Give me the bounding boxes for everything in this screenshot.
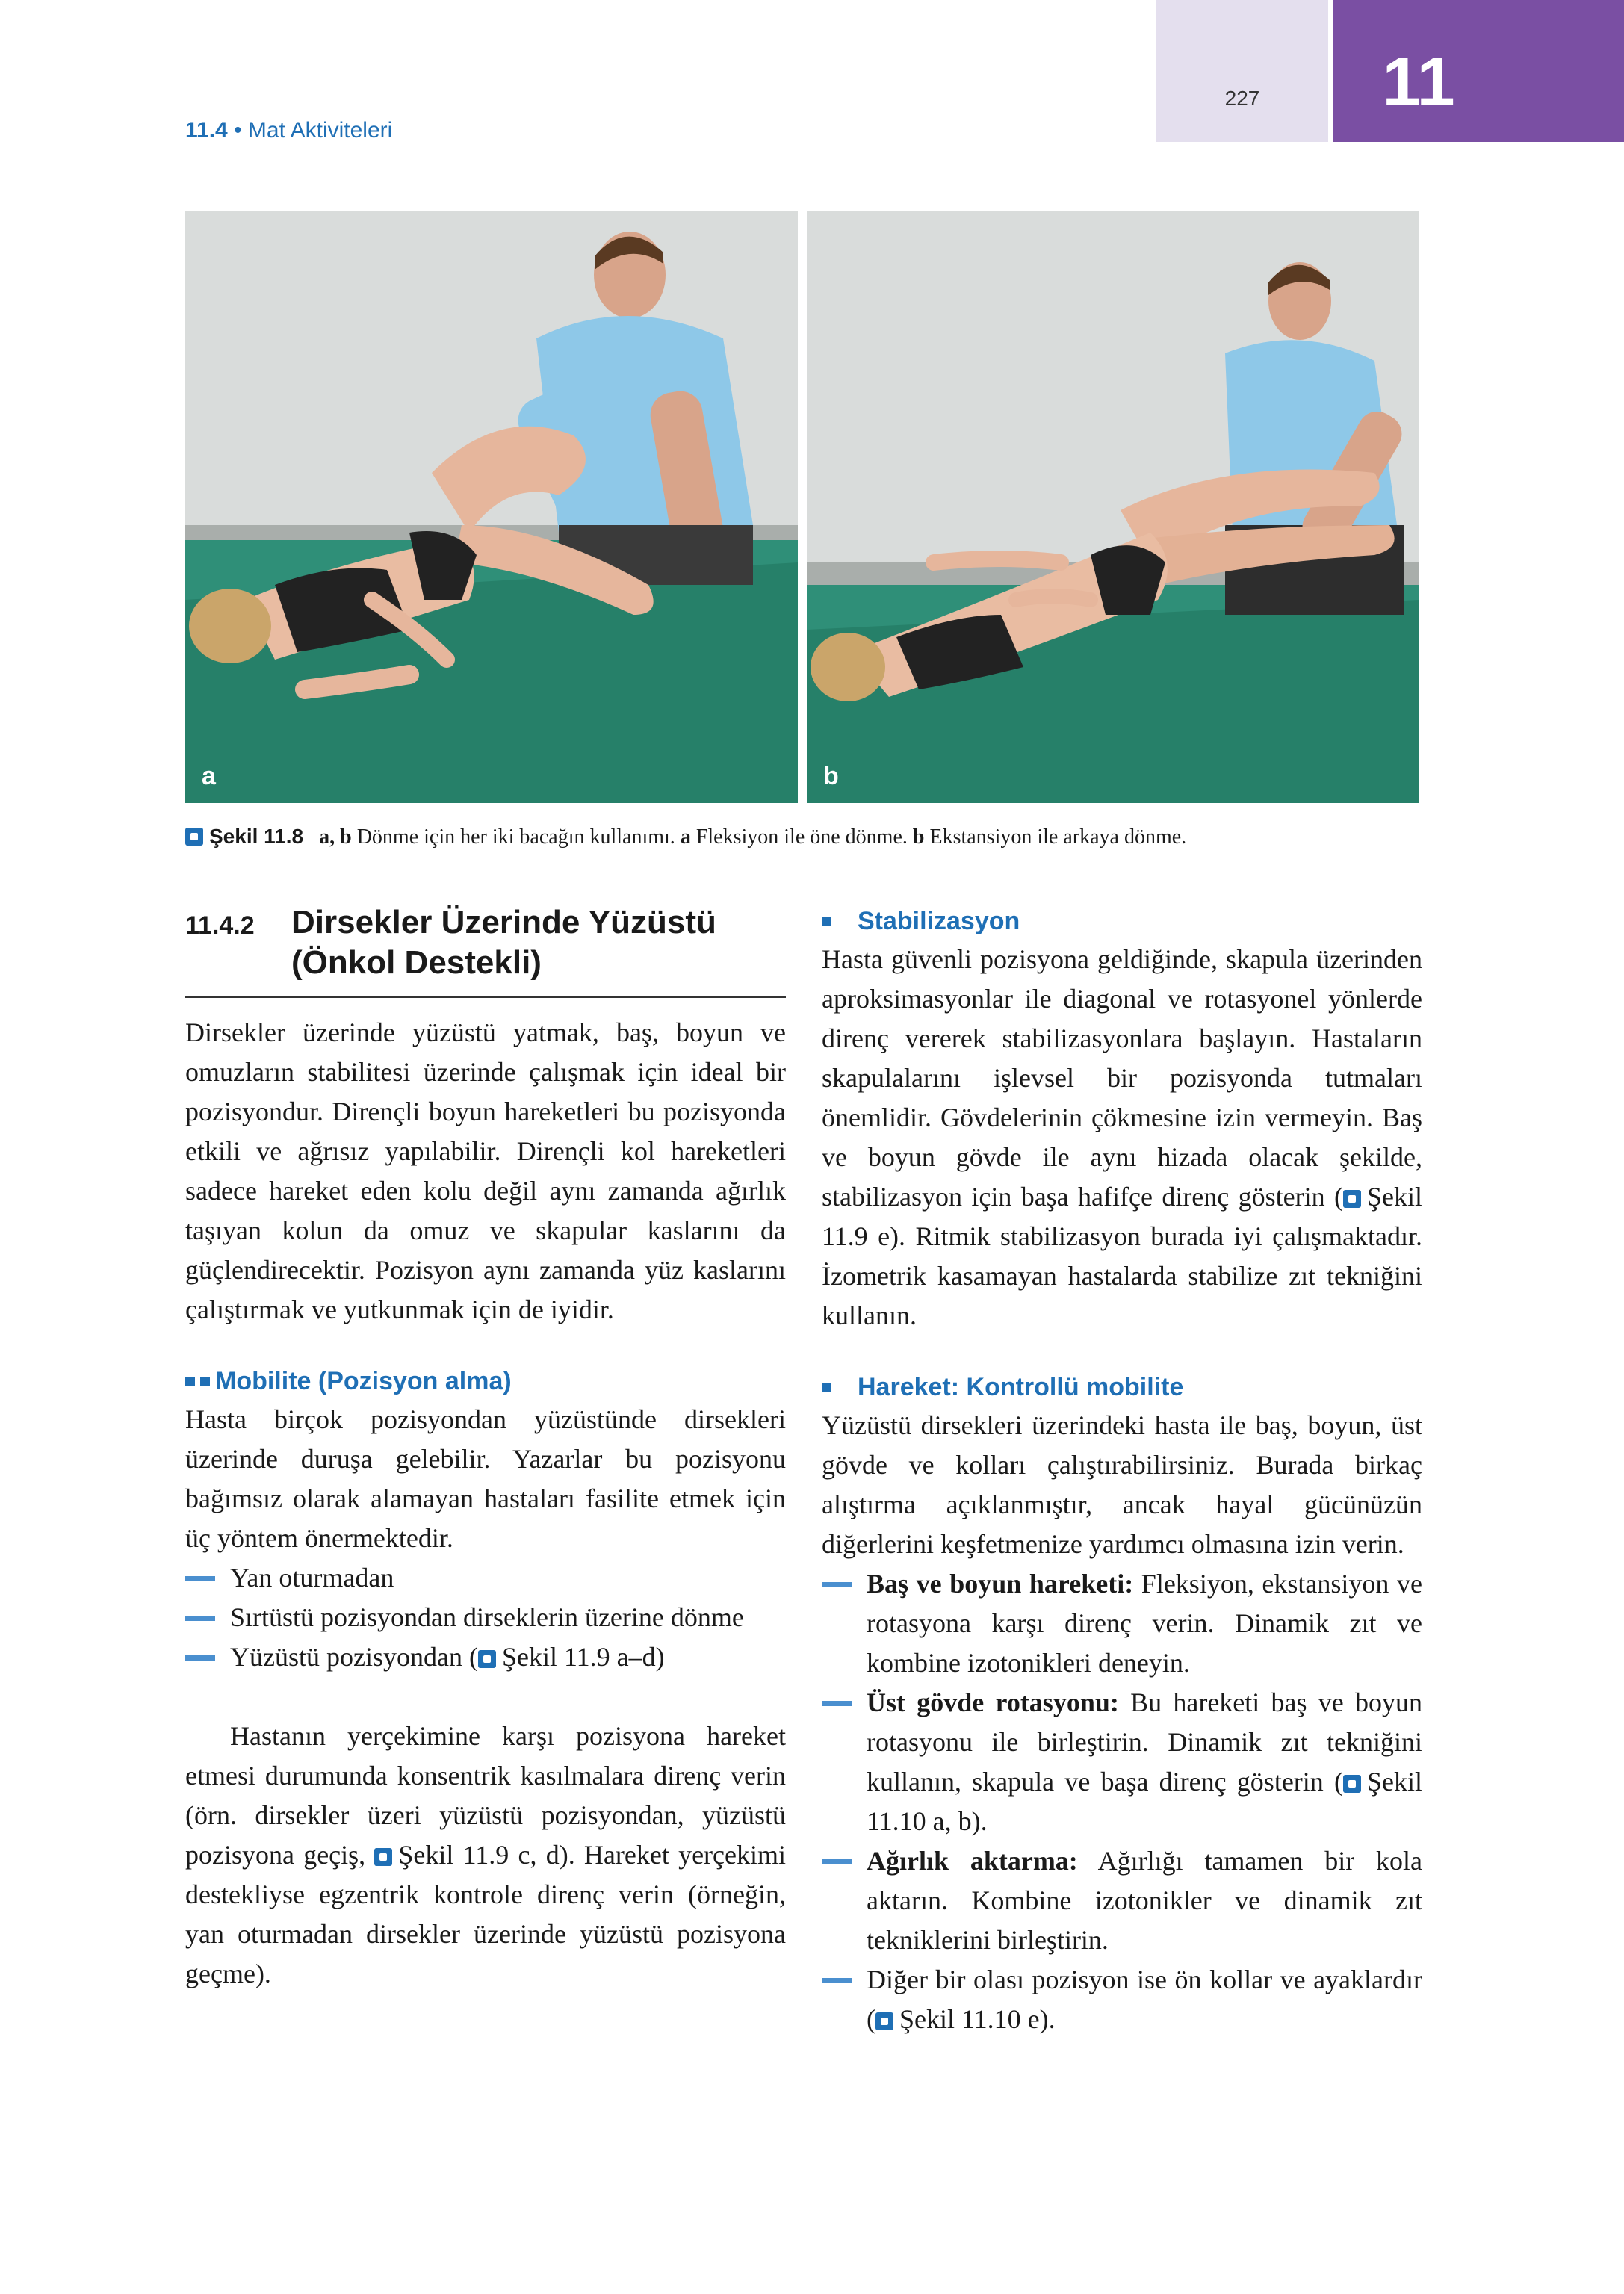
list-item-text: Fleksiyon, ekstansiyon ve rotasyona karşı direnç verin. Dinamik zıt ve kombine izotonikleri deneyin. <box>867 1569 1422 1678</box>
list-item-ref: Şekil 11.10 a, b). <box>867 1767 1422 1836</box>
list-item <box>185 1637 786 1677</box>
section-title: Mat Aktiviteleri <box>247 118 393 143</box>
caption-text-2: Fleksiyon ile öne dönme. <box>690 825 913 849</box>
running-header <box>185 118 392 143</box>
hareket-list <box>822 1564 1422 2039</box>
list-item <box>822 1841 1422 1960</box>
list-item-text: Bu hareketi baş ve boyun rotasyonu ile birleştirin. Dinamik zıt tekniğini kullanın, skapula ve başa direnç gösterin ( <box>867 1687 1423 1797</box>
chapter-number: 11 <box>1382 44 1455 120</box>
list-item-text: Ağırlığı tamamen bir kola aktarın. Kombine izotonikler ve dinamik zıt tekniklerini birleştirin. <box>867 1846 1423 1955</box>
caption-b: b <box>912 825 925 849</box>
mobilite-title: Mobilite (Pozisyon alma) <box>215 1367 512 1395</box>
stabilizasyon-subheading <box>822 902 1422 940</box>
paragraph-ref: Şekil 11.9 c, d). Hareket yerçekimi destekliyse egzentrik kontrole direnç verin (örneğin, yan oturmadan dirsekler üzerinde yüzüstü pozisyona geçme). <box>185 1840 786 1988</box>
list-item-ref: Şekil 11.9 a–d) <box>501 1642 665 1672</box>
photo-b-illustration <box>807 211 1419 803</box>
caption-text-1: Dönme için her iki bacağın kullanımı. <box>351 825 681 849</box>
list-item-bold: Üst gövde rotasyonu: <box>867 1687 1119 1717</box>
mobilite-list <box>185 1558 786 1677</box>
stabilizasyon-paragraph <box>822 940 1422 1336</box>
page-number: 227 <box>1224 87 1260 110</box>
page-number-box <box>1156 0 1328 142</box>
paragraph-ref: Şekil 11.9 e). Ritmik stabilizasyon burada iyi çalışmaktadır. İzometrik kasamayan hastalarda stabilize zıt tekniğini kullanın. <box>822 1182 1422 1330</box>
list-item-text: Diğer bir olası pozisyon ise ön kollar ve ayaklardır ( <box>867 1965 1422 2034</box>
caption-a: a <box>680 825 691 849</box>
hareket-subheading <box>822 1368 1422 1406</box>
subhead-marker <box>822 1383 831 1392</box>
subhead-marker <box>200 1377 210 1386</box>
intro-paragraph: Dirsekler üzerinde yüzüstü yatmak, baş, boyun ve omuzların stabilitesi üzerinde çalışmak için ideal bir pozisyondur. Dirençli boyun hareketleri bu pozisyonda etkili ve ağrısız yapılabilir. Dirençli kol hareketleri sadece hareket eden kolu değil aynı zamanda ağırlık taşıyan kolun da omuz ve skapular kaslarını da güçlendirecektir. Pozisyon aynı zamanda yüz kaslarını çalıştırmak ve yutkunmak için de iyidir. <box>185 1017 786 1324</box>
list-item-ref: Şekil 11.10 e). <box>899 2004 1056 2034</box>
header-separator: • <box>227 118 248 143</box>
list-item-text: Yüzüstü pozisyondan ( <box>230 1642 478 1672</box>
list-item <box>822 1564 1422 1683</box>
heading-rule <box>185 996 786 998</box>
subhead-marker <box>185 1377 195 1386</box>
figure-caption <box>185 822 1425 852</box>
caption-label: Şekil 11.8 <box>209 825 304 848</box>
heading-title: Dirsekler Üzerinde Yüzüstü (Önkol Destekli) <box>291 904 716 981</box>
figure-ref-icon <box>478 1650 496 1668</box>
figure-ref-icon <box>374 1848 392 1866</box>
mobilite-paragraph: Hasta birçok pozisyondan yüzüstünde dirsekleri üzerinde duruşa gelebilir. Yazarlar bu pozisyonu bağımsız olarak alamayan hastaları fasilite etmek için üç yöntem önermektedir. <box>185 1404 786 1553</box>
left-column <box>185 902 786 1994</box>
figure-ref-icon <box>875 2012 893 2030</box>
section-number: 11.4 <box>185 118 228 143</box>
figure-ref-icon <box>185 828 203 846</box>
figure-ref-icon <box>1343 1190 1361 1208</box>
figure-photo-a <box>185 211 798 803</box>
figure-ref-icon <box>1343 1775 1361 1793</box>
hareket-paragraph: Yüzüstü dirsekleri üzerindeki hasta ile baş, boyun, üst gövde ve kolları çalıştırabilirsiniz. Burada birkaç alıştırma açıklanmıştır, ancak hayal gücünüzün diğerlerini keşfetmenize yardımcı olmasına izin verin. <box>822 1410 1422 1559</box>
caption-text-3: Ekstansiyon ile arkaya dönme. <box>924 825 1187 849</box>
section-heading <box>185 902 786 983</box>
heading-number: 11.4.2 <box>185 911 255 940</box>
paragraph-text: Hasta güvenli pozisyona geldiğinde, skapula üzerinden aproksimasyonlar ile diagonal ve rotasyonel yönlerde direnç vererek stabilizasyonlara başlayın. Hastaların skapulalarını işlevsel bir pozisyonda tutmaları önemlidir. Gövdelerinin çökmesine izin vermeyin. Baş ve boyun gövde ile aynı hizada olacak şekilde, stabilizasyon için başa hafifçe direnç gösterin ( <box>822 944 1422 1212</box>
list-item <box>822 1960 1422 2039</box>
paragraph-text: Hastanın yerçekimine karşı pozisyona hareket etmesi durumunda konsentrik kasılmalara direnç verin (örn. dirsekler üzeri yüzüstü pozisyondan, yüzüstü pozisyona geçiş, <box>185 1721 786 1870</box>
photo-a-illustration <box>185 211 798 803</box>
hareket-title: Hareket: Kontrollü mobilite <box>858 1373 1184 1401</box>
caption-panels: a, b <box>319 825 352 849</box>
list-item: Sırtüstü pozisyondan dirseklerin üzerine dönme <box>185 1598 786 1637</box>
panel-label-a: a <box>202 762 216 790</box>
right-column <box>822 902 1422 2039</box>
list-item <box>822 1683 1422 1841</box>
mobilite-subheading <box>185 1363 786 1400</box>
subhead-marker <box>822 917 831 926</box>
figure-photo-b <box>807 211 1419 803</box>
stab-title: Stabilizasyon <box>858 907 1020 935</box>
list-item-bold: Ağırlık aktarma: <box>867 1846 1078 1876</box>
panel-label-b: b <box>823 762 839 790</box>
list-item: Yan oturmadan <box>185 1558 786 1598</box>
resistance-paragraph <box>185 1717 786 1994</box>
list-item-bold: Baş ve boyun hareketi: <box>867 1569 1134 1599</box>
